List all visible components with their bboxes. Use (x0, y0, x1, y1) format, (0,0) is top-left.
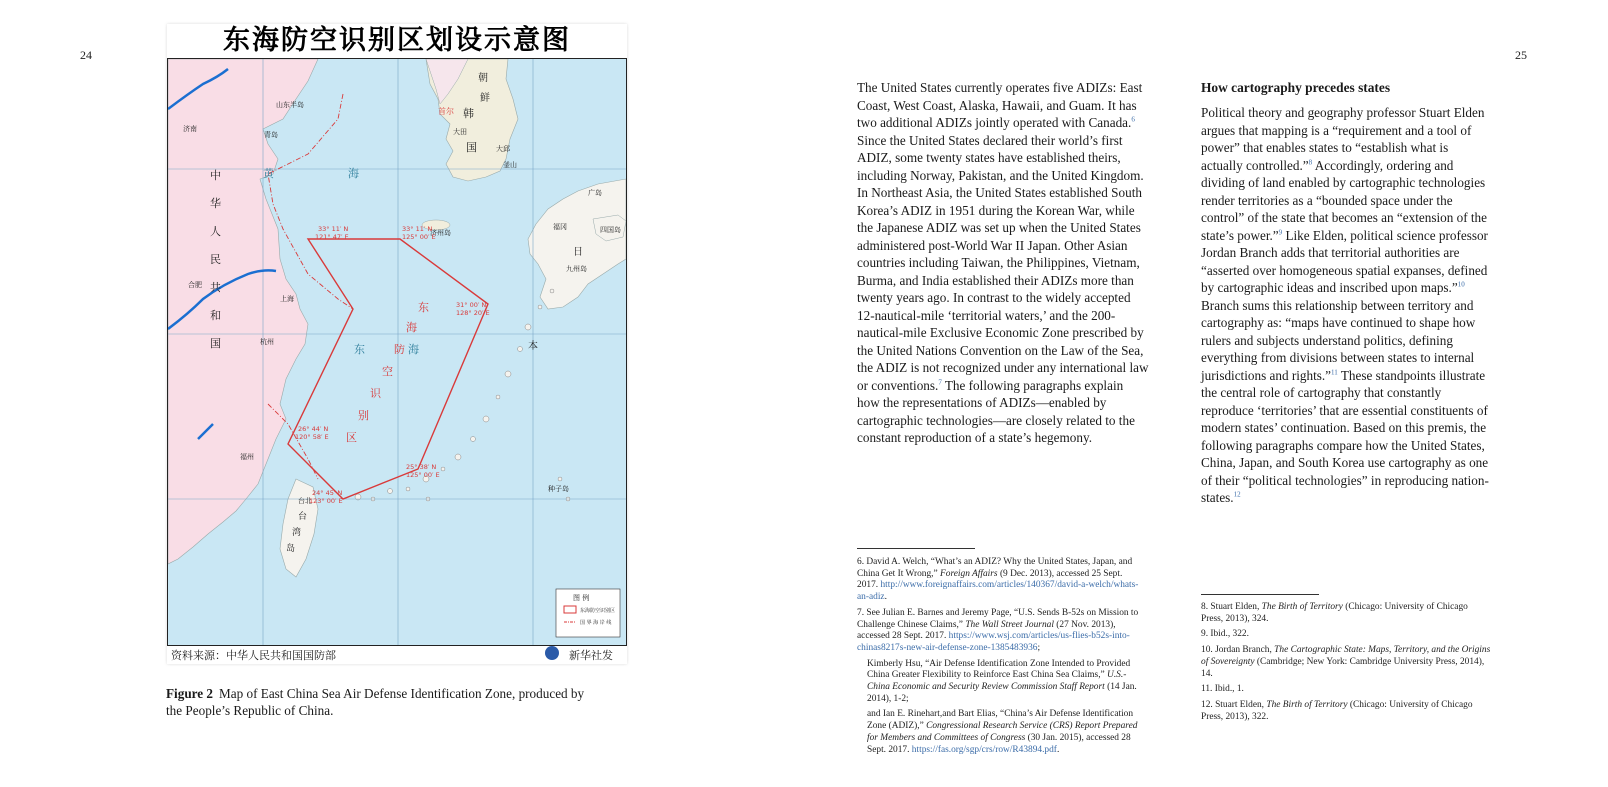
label-adiz-6: 别 (358, 409, 369, 422)
label-fukuoka: 福冈 (553, 223, 567, 231)
label-shandong: 山东半岛 (276, 101, 304, 109)
label-korea-top: 朝 (478, 73, 488, 84)
footnote-divider-right (1201, 594, 1319, 595)
label-adiz-2: 海 (406, 321, 417, 334)
map-source: 资料来源：中华人民共和国国防部 (171, 649, 336, 662)
coord-6-lat: 26° 44′ N (298, 425, 329, 433)
fn-text: 12. Stuart Elden, (1201, 699, 1267, 710)
footnote-7-link[interactable]: https://www.wsj.com/articles/us-flies-b52s-into-chinas8217s-new-air-defense-zone-1385483936 (857, 631, 1130, 653)
label-japan-1: 日 (573, 247, 583, 258)
fn-source: U.S.-China Economic and Security Review Commission Staff Report (867, 670, 1127, 693)
map-figure (167, 24, 627, 664)
text-run: These standpoints illustrate the central role of cartography that constantly reproduce ‘territories’ that are essential constituents of modern states’ continuation. Based on this premis, the following paragraphs compare how the United States, China, Japan, and South Korea use cartography as one of their “political technologies” in reproducing nation-states. (1201, 367, 1489, 505)
label-china-2: 华 (210, 197, 221, 210)
label-korea-south-1: 韩 (463, 107, 474, 120)
text-run: The following paragraphs explain how the representations of ADIZs—enabled by cartographic technologies—are closely related to the constant reproduction of a state’s hegemony. (857, 377, 1135, 445)
label-adiz-3: 防 (394, 343, 405, 356)
map-graphic (168, 59, 626, 645)
footnote-6 (857, 557, 1145, 604)
fn-source: Foreign Affairs (940, 568, 998, 579)
label-china-3: 人 (210, 225, 221, 238)
label-daegu: 大邱 (496, 145, 510, 153)
coord-4-lat: 25° 38′ N (406, 463, 437, 471)
label-adiz-1: 东 (418, 301, 429, 314)
text-run: Branch sums this relationship between territory and cartography as: “maps have continued to shape how rulers and subjects understand politics, defining everything from divisions between states to internal jurisdictions and rights.” (1201, 297, 1476, 383)
map-frame (167, 58, 627, 646)
coord-3-lat: 31° 00′ N (456, 301, 487, 309)
map-footer (167, 646, 627, 664)
label-east-sea-1: 东 (354, 343, 365, 356)
fn-text: 7. See Julian E. Barnes and Jeremy Page, “U.S. Sends B-52s on Mission to Challenge Chinese Claims,” (857, 607, 1139, 630)
fn-text: (27 Nov. 2013), accessed 28 Sept. 2017. (857, 619, 1116, 642)
coord-2-lat: 33° 11′ N (402, 225, 433, 233)
footnote-ref-11[interactable]: 11 (1331, 368, 1338, 377)
label-shikoku: 四国岛 (600, 226, 621, 234)
footnote-9: 9. Ibid., 322. (1201, 629, 1249, 640)
fn-text: (Cambridge; New York: Cambridge University Press, 2014), 14. (1201, 656, 1485, 679)
fn-text: 10. Jordan Branch, (1201, 645, 1275, 656)
label-adiz-5: 识 (370, 387, 381, 400)
text-run: Political theory and geography professor Stuart Elden argues that mapping is a “requirement and a tool of power” that enables states to “establish what is actually controlled.” (1201, 105, 1485, 173)
label-taibei: 台北 (298, 497, 312, 505)
footnote-7-cont-2 (857, 709, 1145, 756)
footnote-6-link[interactable]: http://www.foreignaffairs.com/articles/140367/david-a-welch/whats-an-adiz (857, 580, 1139, 603)
label-china-1: 中 (210, 169, 221, 182)
figure-label: Figure 2 (166, 686, 214, 701)
label-daejeon: 大田 (453, 128, 467, 136)
label-hiroshima: 广岛 (588, 189, 602, 197)
label-qingdao: 青岛 (264, 131, 278, 139)
label-china-7: 国 (210, 337, 221, 350)
footnote-ref-7[interactable]: 7 (938, 378, 942, 387)
coord-5-lat: 24° 45′ N (312, 489, 343, 497)
fn-text: (30 Jan. 2015), accessed 28 Sept. 2017. (867, 732, 1131, 755)
footnote-11: 11. Ibid., 1. (1201, 684, 1244, 695)
fn-text: Kimberly Hsu, “Air Defense Identification Zone Intended to Provided China Greater Flexibility to Reinforce East China Sea Claims,” (867, 658, 1131, 681)
footnote-7-cont-1 (857, 659, 1145, 706)
text-run: The United States currently operates five ADIZs: East Coast, West Coast, Alaska, Hawaii, and Guam. It has two additional ADIZs jointly operated with Canada. (857, 80, 1143, 130)
fn-source: The Birth of Territory (1261, 602, 1343, 612)
legend-title: 图 例 (573, 594, 590, 602)
text-run: Accordingly, ordering and dividing of land enabled by cartographic technologies render territories as a “bounded space under the control” of the state that becomes an “extension of the state’s power.” (1201, 157, 1487, 243)
label-taiwan-2: 湾 (292, 528, 302, 538)
label-china-6: 和 (210, 309, 221, 322)
fn-text: (Chicago: University of Chicago Press, 2013), 324. (1201, 602, 1468, 624)
footnote-ref-12[interactable]: 12 (1233, 490, 1241, 499)
fn-text: ; (1037, 642, 1041, 653)
label-seoul: 首尔 (438, 107, 454, 116)
coord-5-lon: 123° 00′ E (309, 497, 343, 505)
fn-source: The Cartographic State: Maps, Territory, and the Origins of Sovereignty (1201, 645, 1491, 667)
footnote-8 (1201, 602, 1491, 625)
label-yellow-sea-1: 黄 (263, 167, 274, 180)
label-hefei: 合肥 (188, 281, 202, 289)
text-column-1 (857, 79, 1149, 447)
xinhua-logo-icon (545, 646, 559, 660)
coord-6-lon: 120° 58′ E (295, 433, 329, 441)
label-adiz-4: 空 (382, 365, 393, 378)
fn-source: The Birth of Territory (1266, 699, 1348, 710)
legend-item-border: 国 界 海 岸 线 (580, 620, 612, 626)
footnote-12 (1201, 700, 1491, 723)
label-korea-mid: 鲜 (480, 93, 490, 104)
map-agency: 新华社发 (569, 649, 613, 662)
footnotes-left (857, 557, 1145, 760)
fn-text: 8. Stuart Elden, (1201, 602, 1262, 612)
label-jeju: 济州岛 (430, 229, 451, 237)
fn-source: The Wall Street Journal (965, 619, 1054, 630)
fn-text: . (1056, 744, 1060, 755)
fn-text: 6. David A. Welch, “What’s an ADIZ? Why the United States, Japan, and China Get It Wrong,” (857, 557, 1133, 579)
fn-text: (9 Dec. 2013), accessed 25 Sept. 2017. (857, 568, 1123, 591)
map-title: 东海防空识别区划设示意图 (223, 25, 571, 56)
fn-text: . (884, 592, 887, 603)
footnotes-right (1201, 602, 1491, 727)
footnote-7c-link[interactable]: https://fas.org/sgp/crs/row/R43894.pdf (911, 744, 1057, 755)
label-japan-2: 本 (528, 341, 538, 352)
map-legend (556, 589, 620, 637)
section-heading: How cartography precedes states (1201, 80, 1391, 95)
label-jinan: 济南 (183, 125, 197, 133)
label-hangzhou: 杭州 (260, 338, 274, 346)
paragraph-adiz (857, 79, 1149, 447)
fn-source: Congressional Research Service (CRS) Report Prepared for Members and Committees of Congress (867, 721, 1138, 743)
footnote-10 (1201, 645, 1491, 680)
footnote-divider-left (857, 548, 975, 549)
label-east-sea-2: 海 (408, 343, 419, 356)
label-adiz-7: 区 (346, 431, 357, 444)
fn-text: (14 Jan. 2014), 1-2; (867, 682, 1137, 704)
fn-text: and Ian E. Rinehart,and Bart Elias, “China’s Air Defense Identification Zone (ADIZ),” (867, 709, 1134, 732)
coord-3-lon: 128° 20′ E (456, 309, 490, 317)
fn-text: (Chicago: University of Chicago Press, 2013), 322. (1201, 699, 1473, 722)
label-taiwan-1: 台 (298, 512, 308, 522)
coord-1-lon: 121° 47′ E (315, 233, 349, 241)
label-korea-south-2: 国 (466, 141, 477, 154)
footnote-ref-8[interactable]: 8 (1308, 158, 1313, 167)
coord-1-lat: 33° 11′ N (318, 225, 349, 233)
footnote-ref-10[interactable]: 10 (1457, 280, 1465, 289)
label-tanegashima: 种子岛 (548, 485, 569, 493)
label-china-5: 共 (210, 281, 221, 294)
label-taiwan-3: 岛 (286, 544, 296, 554)
label-yellow-sea-2: 海 (348, 167, 359, 180)
label-kyushu: 九州岛 (566, 265, 587, 273)
text-run: Like Elden, political science professor Jordan Branch adds that territorial authorities are “asserted over homogeneous spatial expanses, defined by cartographic ideas and inscribed upon maps.” (1201, 227, 1488, 295)
coord-2-lon: 125° 00′ E (402, 233, 436, 241)
label-china-4: 民 (210, 253, 221, 266)
paragraph-cartography (1201, 104, 1493, 507)
page-number-left: 24 (80, 48, 92, 62)
label-shanghai: 上海 (280, 295, 294, 303)
figure-caption (166, 685, 596, 719)
coord-4-lon: 125° 00′ E (406, 471, 440, 479)
text-column-2 (1201, 79, 1493, 507)
page-number-right: 25 (1515, 48, 1527, 62)
footnote-ref-9[interactable]: 9 (1278, 228, 1283, 237)
label-busan: 釜山 (503, 161, 517, 169)
footnote-7 (857, 608, 1145, 655)
figure-caption-text: Map of East China Sea Air Defense Identification Zone, produced by the People’s Republic of China. (166, 686, 585, 718)
label-fuzhou: 福州 (240, 453, 254, 461)
text-run: Since the United States declared their world’s first ADIZ, some twenty states have established theirs, including Norway, Pakistan, and the United Kingdom. In Northeast Asia, the United States established South Korea’s ADIZ in 1951 during the Korean War, while the Japanese ADIZ was set up when the United States administered post-World War II Japan. Other Asian countries including Taiwan, the Philippines, Vietnam, Burma, and India established their ADIZs more than twenty years ago. In contrast to the widely accepted 12-nautical-mile ‘territorial waters,’ and the 200-nautical-mile Exclusive Economic Zone prescribed by the United Nations Convention on the Law of the Sea, the ADIZ is not recognized under any international law or conventions. (857, 132, 1149, 393)
legend-item-adiz: 东海防空识别区 (580, 608, 616, 614)
footnote-ref-6[interactable]: 6 (1131, 115, 1135, 124)
